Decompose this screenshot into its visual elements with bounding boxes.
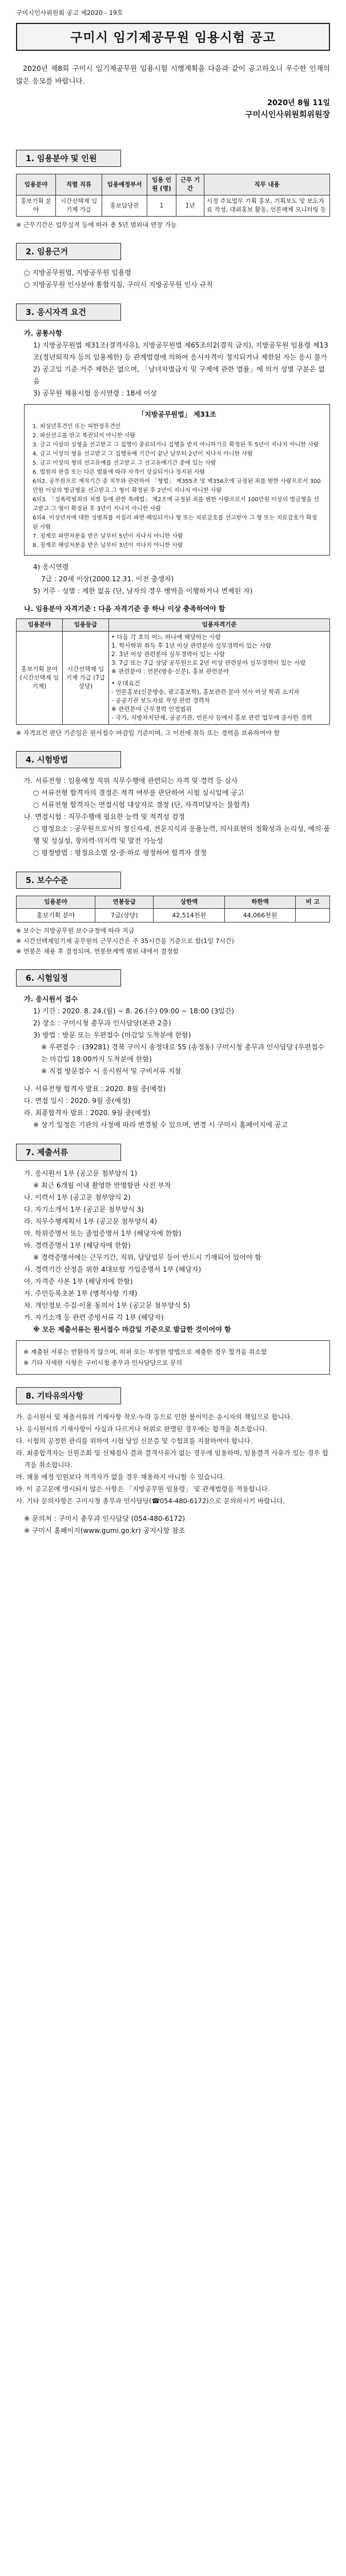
document-line: 카. 자기소개 등 관련 증빙서류 각 1부 (해당자) [24, 1313, 164, 1321]
document-notice-line: ※ 제출된 서류는 반환하지 않으며, 허위 또는 부정한 방법으로 제출한 경우 합격을 취소함 [23, 1348, 267, 1356]
page-title: 구미시 임기제공무원 임용시험 공고 [16, 23, 330, 51]
requirement-line: 1. 학사학위 취득 후 1년 이상 관련분야 실무경력이 있는 사람 [111, 642, 272, 649]
document-line: 바. 경력증명서 1부 (해당자에 한함) [24, 1241, 131, 1249]
exam-method-line: ○ 서류전형 합격자의 결정은 적격 여부를 판단하여 시험 실시일에 공고 [33, 789, 244, 797]
requirement-line: • 다음 각 호의 어느 하나에 해당하는 사람 [111, 634, 221, 641]
schedule-line: 다. 면접 일시 : 2020. 9월 중(예정) [24, 1097, 131, 1105]
table-cell: 홍보기획 분야 (시간선택제 임기제) [17, 632, 63, 725]
document-line: 아. 자격증 사본 1부 (해당자에 한함) [24, 1277, 133, 1285]
age-line: 5) 거주 · 성별 : 제한 없음 (단, 남자의 경우 병역을 이행하거나 면제된 자) [33, 587, 253, 595]
law-quote-item: 6의3. 「성폭력범죄의 처벌 등에 관한 특례법」 제2조에 규정된 죄를 범한 사람으로서 100만원 이상의 벌금형을 선고받고 그 형이 확정된 후 3년이 지나지 아니한 사람 [33, 497, 319, 512]
salary-table [16, 896, 330, 922]
table-cell: 홍보기획 분야 [17, 909, 95, 922]
law-quote-item: 5. 금고 이상의 형의 선고유예를 선고받고 그 선고유예기간 중에 있는 사람 [33, 460, 216, 466]
law-quote-item: 1. 피성년후견인 또는 피한정후견인 [33, 424, 121, 430]
table-header: 하한액 [224, 896, 295, 909]
table-row [17, 632, 330, 725]
qualification-line: 가. 공통사항 [24, 329, 62, 337]
table-cell: 홍보담당관 [102, 195, 147, 217]
requirement-line: 3. 7급 또는 7급 상당 공무원으로 2년 이상 관련분야 실무경력이 있는 사람 [111, 660, 306, 666]
document-line: 다. 자기소개서 1부 (공고문 첨부양식 3) [24, 1205, 144, 1213]
law-quote-item: 7. 징계로 파면처분을 받은 날부터 5년이 지나지 아니한 사람 [33, 533, 183, 540]
section-4-heading: 4. 시험방법 [16, 751, 121, 768]
requirement-subtitle: 나. 임용분야 자격기준 : 다음 자격기준 중 하나 이상 충족하여야 함 [24, 605, 226, 613]
law-quote-item: 4. 금고 이상의 형을 선고받고 그 집행유예 기간이 끝난 날부터 2년이 지나지 아니한 사람 [33, 451, 253, 457]
schedule-line: 가. 응시원서 접수 [24, 995, 78, 1003]
table-header: 근무 기간 [176, 174, 204, 195]
table-row [17, 909, 330, 922]
table-header: 연봉등급 [95, 896, 154, 909]
exam-method-line: ○ 평정방법 : 평정요소별 상·중·하로 평정하여 합격자 결정 [33, 849, 207, 857]
caution-line: 나. 응시원서의 기재사항이 사실과 다르거나 허위로 판명된 경우에는 합격을 취소합니다. [16, 1425, 268, 1433]
table-cell: 1년 [176, 195, 204, 217]
requirement-line: ※ 관련분야 : 언론(방송·신문), 홍보 관련분야 [111, 668, 230, 675]
requirement-line: 2. 3년 이상 관련분야 실무경력이 있는 사람 [111, 651, 226, 658]
age-line: 7급 : 20세 이상(2000.12.31. 이전 출생자) [41, 575, 174, 583]
document-line: 나. 이력서 1부 (공고문 첨부양식 2) [24, 1193, 131, 1201]
section-6-heading: 6. 시험일정 [16, 969, 121, 987]
issuing-organization: 구미시인사위원회위원장 [245, 110, 330, 119]
section-8-heading: 8. 기타유의사항 [16, 1387, 121, 1404]
requirement-line: - 국가, 지방자치단체, 공공기관, 언론사 등에서 홍보 관련 업무에 종사한 경력 [111, 714, 312, 721]
notice-date: 2020년 8월 11일 [267, 99, 330, 107]
schedule-line: 나. 서류전형 합격자 발표 : 2020. 8월 중(예정) [24, 1085, 166, 1093]
law-quote-item: 6의2. 공무원으로 재직기간 중 직무와 관련하여 「형법」 제355조 및 제356조에 규정된 죄를 범한 사람으로서 300만원 이상의 벌금형을 선고받고 그 형이 확정된 후 2년이 지나지 아니한 사람 [33, 478, 321, 494]
exam-method-line: 나. 면접시험 : 직무수행에 필요한 능력 및 적격성 검정 [24, 813, 185, 821]
salary-note: ※ 보수는 지방공무원 보수규정에 따라 지급 [16, 927, 135, 934]
caution-line: 사. 기타 문의사항은 구미시청 총무과 인사담당(☎054-480-6172)으로 문의하시기 바랍니다. [16, 1497, 285, 1505]
table-cell: 시간선택제 임기제 가급 (7급 상당) [63, 632, 109, 725]
document-line: 라. 직무수행계획서 1부 (공고문 첨부양식 4) [24, 1217, 157, 1225]
law-quote-item: 2. 파산선고를 받고 복권되지 아니한 사람 [33, 433, 135, 439]
table-header: 비 고 [296, 896, 330, 909]
law-quote-box [24, 404, 330, 556]
qualification-line: 2) 공고일 기준 거주 제한은 없으며, 「남녀차별금지 및 구제에 관한 법률」에 의거 성별 구분은 없음 [33, 365, 325, 385]
basis-item: ○ 지방공무원 인사분야 통합지침, 구미시 지방공무원 인사 규칙 [24, 281, 213, 289]
schedule-line: 2) 장소 : 구미시청 총무과 인사담당(본관 2층) [33, 1019, 171, 1027]
requirement-line: - 공공기관 보도자료 작성 관련 경력자 [111, 697, 210, 704]
salary-note: ※ 연봉은 채용 후 결정되며, 연봉한계액 범위 내에서 결정함 [16, 948, 179, 955]
document-line: 마. 학위증명서 또는 졸업증명서 1부 (해당자에 한함) [24, 1229, 182, 1237]
section-2-heading: 2. 임용근거 [16, 243, 121, 260]
schedule-line: ※ 직접 방문접수 시 응시원서 및 구비서류 지참 [41, 1067, 182, 1075]
law-quote-item: 8. 징계로 해임처분을 받은 날부터 3년이 지나지 아니한 사람 [33, 542, 183, 549]
document-notice-box [16, 1340, 330, 1375]
qualification-line: 1) 지방공무원법 제31조(결격사유), 지방공무원법 제65조의2(겸직 금지), 지방공무원 임용령 제13조(정년퇴직자 등의 임용제한) 등 관계법령에 의하여 응시자격이 정지되거나 제한된 자는 응시 불가 [33, 341, 328, 361]
schedule-line: ※ 상기 일정은 기관의 사정에 따라 변경될 수 있으며, 변경 시 구미시 홈페이지에 공고 [33, 1121, 288, 1129]
qualification-line: 3) 공무원 채용시험 응시연령 : 18세 이상 [33, 389, 157, 397]
schedule-line: ※ 우편접수 : (39281) 경북 구미시 송정대로 55 (송정동) 구미시청 총무과 인사담당 (우편접수는 마감일 18:00까지 도착분에 한함) [41, 1043, 325, 1063]
document-line: ※ 모든 제출서류는 원서접수 마감일 기준으로 발급한 것이어야 함 [33, 1325, 231, 1333]
intro-paragraph: 2020년 제8회 구미시 임기제공무원 임용시험 시행계획을 다음과 같이 공고하오니 우수한 인재의 많은 응모를 바랍니다. [16, 64, 330, 85]
table-cell: 시정 주요업무 기획 홍보, 기획보도 및 보도자료 작성, 대외홍보 활동, 언론매체 모니터링 등 [204, 195, 330, 217]
section-1-note: ※ 근무기간은 업무실적 등에 따라 총 5년 범위내 연장 가능 [16, 221, 177, 229]
caution-line: 라. 최종합격자는 신원조회 및 신체검사 결과 결격사유가 없는 경우에 임용하며, 임용결격 사유가 있는 경우 합격을 취소합니다. [16, 1449, 329, 1469]
table-row [17, 195, 330, 217]
requirement-line: • 우대요건 [111, 680, 140, 687]
law-quote-item: 6의4. 미성년자에 대한 성범죄를 저질러 파면·해임되거나 형 또는 치료감호를 선고받아 그 형 또는 치료감호가 확정된 사람 [33, 515, 317, 530]
law-quote-item: 6. 법원의 판결 또는 다른 법률에 따라 자격이 상실되거나 정지된 사람 [33, 469, 206, 476]
schedule-line: 라. 최종합격자 발표 : 2020. 9월 중(예정) [24, 1109, 151, 1117]
table-header: 임용등급 [63, 619, 109, 632]
document-notice-line: ※ 기타 자세한 사항은 구미시청 총무과 인사담당으로 문의 [23, 1359, 183, 1367]
contact-line: ※ 문의처 : 구미시 총무과 인사담당 (054-480-6172) [24, 1515, 186, 1523]
table-cell: 홍보기획 분야 [17, 195, 56, 217]
section-7-heading: 7. 제출서류 [16, 1144, 121, 1161]
caution-line: 가. 응시원서 및 제출서류의 기재사항 착오·누락 등으로 인한 불이익은 응시자의 책임으로 합니다. [16, 1413, 293, 1421]
contact-line: ※ 구미시 홈페이지(www.gumi.go.kr) 공지사항 참조 [24, 1527, 186, 1535]
document-line: 자. 주민등록초본 1부 (병적사항 기재) [24, 1289, 138, 1297]
caution-line: 마. 채용 예정 인원보다 적격자가 없을 경우 채용하지 아니할 수 있습니다. [16, 1473, 226, 1481]
requirement-line: ※ 관련분야 근무경력 인정범위 [111, 706, 192, 713]
table-header: 임용분야 [17, 896, 95, 909]
requirement-note: ※ 자격요건 판단 기준일은 원서접수 마감일 기준이며, 그 이전에 취득 또는 경력을 보유하여야 함 [16, 729, 280, 737]
document-line: ※ 최근 6개월 이내 촬영한 반명함판 사진 부착 [33, 1181, 171, 1189]
table-cell: 42,514천원 [154, 909, 224, 922]
schedule-line: 1) 기간 : 2020. 8. 24.(월) ~ 8. 26.(수) 09:00 ~ 18:00 (3일간) [33, 1007, 235, 1015]
document-line: 가. 응시원서 1부 (공고문 첨부양식 1) [24, 1169, 138, 1177]
basis-item: ○ 지방공무원법, 지방공무원 임용령 [24, 269, 132, 277]
section-1-heading: 1. 임용분야 및 인원 [16, 150, 121, 167]
table-header: 직렬 직류 [56, 174, 102, 195]
table-header: 임용분야 [17, 174, 56, 195]
exam-method-line: 가. 서류전형 : 임용예정 직위 직무수행에 관련되는 자격 및 경력 등 심사 [24, 777, 238, 785]
table-cell: 시간선택제 임기제 가급 [56, 195, 102, 217]
requirement-table [16, 618, 330, 725]
table-header: 임용분야 [17, 619, 63, 632]
age-line: 4) 응시연령 [33, 563, 69, 571]
law-quote-item: 3. 금고 이상의 실형을 선고받고 그 집행이 종료되거나 집행을 받지 아니하기로 확정된 후 5년이 지나지 아니한 사람 [33, 442, 319, 448]
law-quote-title: 「지방공무원법」 제31조 [138, 410, 216, 418]
exam-method-line: ○ 서류전형 합격자는 면접시험 대상자로 결정 (단, 자격미달자는 불합격) [33, 801, 250, 809]
table-cell: 7급(상당) [95, 909, 154, 922]
table-header: 상한액 [154, 896, 224, 909]
table-header: 임용예정부서 [102, 174, 147, 195]
position-table [16, 174, 330, 217]
table-cell: 44,066천원 [224, 909, 295, 922]
table-cell [296, 909, 330, 922]
schedule-line: 3) 방법 : 방문 또는 우편접수 (마감일 도착분에 한함) [33, 1031, 191, 1039]
table-header: 직무 내용 [204, 174, 330, 195]
table-header: 임용자격기준 [109, 619, 330, 632]
document-line: 차. 개인정보 수집·이용 동의서 1부 (공고문 첨부양식 5) [24, 1301, 190, 1309]
document-line: 사. 경력기간 산정을 위한 4대보험 가입증명서 1부 (해당자) [24, 1265, 202, 1273]
table-header: 임용 인원 (명) [147, 174, 176, 195]
exam-method-line: ○ 평정요소 : 공무원으로서의 정신자세, 전문지식과 응용능력, 의사표현의 정확성과 논리성, 예의·품행 및 성실성, 창의력·의지력 및 발전 가능성 [33, 825, 331, 845]
section-5-heading: 5. 보수수준 [16, 872, 121, 889]
section-3-heading: 3. 응시자격 요건 [16, 303, 121, 321]
salary-note: ※ 시간선택제임기제 공무원의 근무시간은 주 35시간을 기준으로 함(1일 7시간) [16, 937, 234, 945]
table-cell [109, 632, 330, 725]
document-line: ※ 경력증명서에는 근무기간, 직위, 담당업무 등이 반드시 기재되어 있어야 함 [33, 1253, 261, 1261]
requirement-line: - 언론홍보(신문방송, 광고홍보학), 홍보관련 분야 석사 이상 학위 소지자 [111, 689, 300, 696]
caution-line: 바. 이 공고문에 명시되지 않은 사항은 「지방공무원 임용령」 및 관계법령을 적용합니다. [16, 1485, 270, 1493]
caution-line: 다. 시험의 공정한 관리를 위하여 시험 당일 신분증 및 수험표를 지참하여야 합니다. [16, 1437, 253, 1445]
table-cell: 1 [147, 195, 176, 217]
notice-number: 구미시인사위원회 공고 제2020 - 19호 [16, 9, 123, 17]
